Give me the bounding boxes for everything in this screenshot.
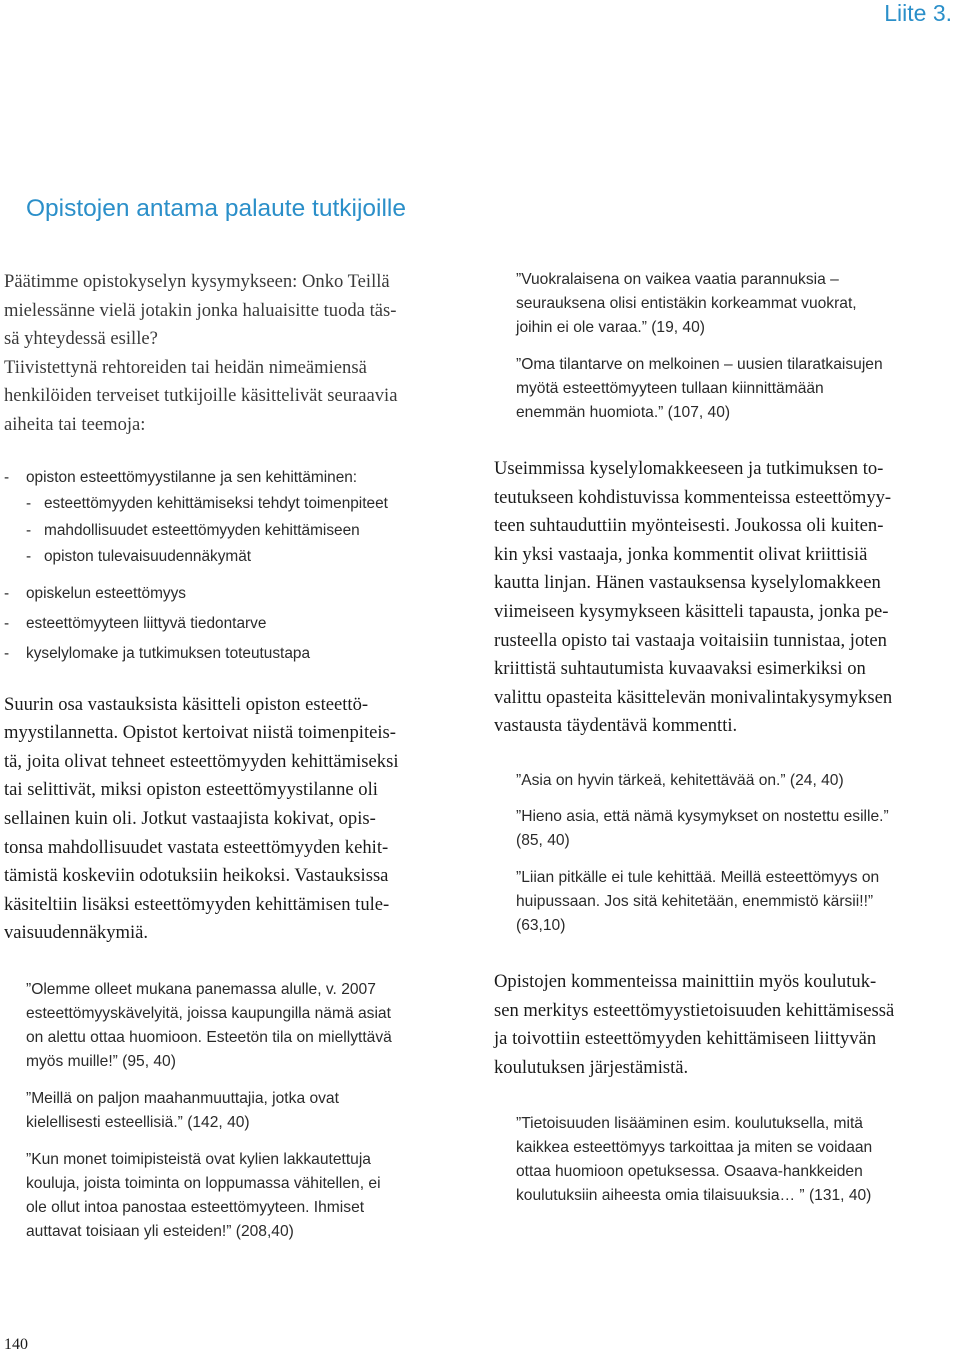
paragraph-line: teutukseen kohdistuvissa kommenteissa esteettömyy- xyxy=(494,486,892,508)
quotes-right-bottom xyxy=(494,1112,960,1208)
page-number: 140 xyxy=(4,1336,28,1353)
quote-line: ”Liian pitkälle ei tule kehittää. Meillä esteettömyys on xyxy=(516,868,880,886)
quote-line: ole ollut intoa panostaa esteettömyyteen. Ihmiset xyxy=(26,1198,365,1216)
quote-block xyxy=(516,268,960,340)
intro-line: aiheita tai teemoja: xyxy=(4,413,146,435)
list-dash: - xyxy=(26,495,32,513)
topic-text: kyselylomake ja tutkimuksen toteutustapa xyxy=(26,644,311,662)
intro-line: Tiivistettynä rehtoreiden tai heidän nimeämiensä xyxy=(4,356,367,378)
quote-line: ”Tietoisuuden lisääminen esim. koulutuksella, mitä xyxy=(516,1115,863,1133)
topic-text: opiston esteettömyystilanne ja sen kehittäminen: xyxy=(26,468,358,486)
quote-line: ottaa huomioon opetuksessa. Osaava-hankkeiden xyxy=(516,1163,863,1181)
paragraph-line: sellainen kuin oli. Jotkut vastaajista kokivat, opis- xyxy=(4,807,376,829)
list-dash: - xyxy=(4,468,10,486)
page-title: Opistojen antama palaute tutkijoille xyxy=(26,195,406,222)
quote-line: enemmän huomiota.” (107, 40) xyxy=(516,404,731,421)
paragraph-line: Opistojen kommenteissa mainittiin myös koulutuk- xyxy=(494,970,877,992)
paragraph-line: tämistä koskeviin odotuksiin heikoksi. Vastauksissa xyxy=(4,865,389,887)
subtopic-text: opiston tulevaisuudennäkymät xyxy=(44,548,252,566)
intro-line: sä yhteydessä esille? xyxy=(4,328,158,350)
quote-line: ”Meillä on paljon maahanmuuttajia, jotka ovat xyxy=(26,1089,339,1107)
quote-line: huipussaan. Jos sitä kehitetään, enemmistö kärsii!!” xyxy=(516,892,874,910)
quotes-right-top xyxy=(494,268,960,425)
paragraph-line: tai selittivät, miksi opiston esteettömyystilanne oli xyxy=(4,779,378,801)
list-dash: - xyxy=(4,644,10,662)
subtopic-text: mahdollisuudet esteettömyyden kehittämiseen xyxy=(44,521,360,539)
quote-block xyxy=(516,353,960,425)
paragraph-line: Suurin osa vastauksista käsitteli opiston esteettö- xyxy=(4,693,369,715)
quote-line: ”Asia on hyvin tärkeä, kehitettävää on.” (24, 40) xyxy=(516,771,844,789)
quotes-left xyxy=(4,978,470,1244)
paragraph-line: rusteella opisto tai vastaaja voitaisiin tunnistaa, joten xyxy=(494,629,887,651)
summary-paragraph xyxy=(4,691,470,948)
topic-text: opiskelun esteettömyys xyxy=(26,584,186,602)
quote-block xyxy=(26,1087,470,1135)
quote-line: koulutuksiin aiheesta omia tilaisuuksia… ” (131, 40) xyxy=(516,1187,872,1205)
paragraph-line: sen merkitys esteettömyystietoisuuden kehittämisessä xyxy=(494,999,895,1021)
paragraph-line: ja toivottiin esteettömyyden kehittämiseen liittyvän xyxy=(494,1028,877,1050)
paragraph-line: kautta linjan. Hänen vastauksensa kyselylomakkeen xyxy=(494,572,881,594)
topic-item xyxy=(4,579,470,609)
quote-line: kouluja, joista toiminta on loppumassa vähitellen, ei xyxy=(26,1174,381,1192)
subtopic-item xyxy=(4,491,470,518)
paragraph-line: valittu opasteita käsittelevän monivalintakysymyksen xyxy=(494,686,893,708)
quote-block xyxy=(516,805,960,853)
list-dash: - xyxy=(4,584,10,602)
paragraph-line: tä, joita olivat tehneet esteettömyyden kehittämiseksi xyxy=(4,750,399,772)
paragraph-line: tonsa mahdollisuudet vastata esteettömyyden kehit- xyxy=(4,836,389,858)
quote-line: myös muille!” (95, 40) xyxy=(26,1052,176,1070)
quote-block xyxy=(516,769,960,793)
paragraph-line: viimeiseen kysymykseen käsitteli tapausta, jonka pe- xyxy=(494,600,889,622)
topic-item xyxy=(4,609,470,639)
quote-line: ”Kun monet toimipisteistä ovat kylien lakkautettuja xyxy=(26,1150,371,1168)
quote-line: seurauksena olisi entistäkin korkeammat vuokrat, xyxy=(516,295,857,312)
topics-list-1 xyxy=(4,465,470,571)
paragraph-line: käsiteltiin lisäksi esteettömyyden kehittämisen tule- xyxy=(4,893,390,915)
quote-line: ”Oma tilantarve on melkoinen – uusien tilaratkaisujen xyxy=(516,356,883,373)
paragraph-line: teen suhtauduttiin myönteisesti. Joukossa oli kuiten- xyxy=(494,515,884,537)
quote-line: kielellisesti esteellisiä.” (142, 40) xyxy=(26,1113,250,1131)
quote-line: esteettömyyskävelyitä, joissa kaupungilla nämä asiat xyxy=(26,1004,391,1022)
quote-line: ”Vuokralaisena on vaikea vaatia parannuksia – xyxy=(516,271,839,288)
quote-line: joihin ei ole varaa.” (19, 40) xyxy=(516,319,705,336)
paragraph-line: koulutuksen järjestämistä. xyxy=(494,1056,689,1078)
quote-line: ”Olemme olleet mukana panemassa alulle, v. 2007 xyxy=(26,980,376,998)
intro-line: mielessänne vielä jotakin jonka haluaisitte tuoda täs- xyxy=(4,299,397,321)
topic-item xyxy=(4,639,470,669)
quote-line: auttavat toisiaan yli esteiden!” (208,40) xyxy=(26,1222,294,1240)
quote-line: kaikkea esteettömyys tarkoittaa ja miten se voidaan xyxy=(516,1139,873,1157)
paragraph-line: kriittistä suhtautumista kuvaavaksi esimerkiksi on xyxy=(494,658,866,680)
list-dash: - xyxy=(4,614,10,632)
quote-block xyxy=(26,1148,470,1244)
topics-list-2 xyxy=(4,579,470,669)
questionnaire-paragraph xyxy=(494,455,960,741)
list-dash: - xyxy=(26,521,32,539)
paragraph-line: Useimmissa kyselylomakkeeseen ja tutkimuksen to- xyxy=(494,458,884,479)
subtopic-item xyxy=(4,544,470,571)
list-dash: - xyxy=(26,548,32,566)
topic-text: esteettömyyteen liittyvä tiedontarve xyxy=(26,614,267,632)
topic-item xyxy=(4,465,470,492)
quote-block xyxy=(516,1112,960,1208)
intro-line: henkilöiden terveiset tutkijoille käsittelivät seuraavia xyxy=(4,385,398,407)
paragraph-line: myystilannetta. Opistot kertoivat niistä toimenpiteis- xyxy=(4,722,396,744)
intro-line: Päätimme opistokyselyn kysymykseen: Onko Teillä xyxy=(4,271,390,292)
quote-line: on alettu ottaa huomioon. Esteetön tila on miellyttävä xyxy=(26,1028,392,1046)
quote-line: (85, 40) xyxy=(516,831,570,849)
intro-paragraph xyxy=(4,268,470,440)
paragraph-line: vastausta täydentävä kommentti. xyxy=(494,715,738,737)
quotes-right-mid xyxy=(494,769,960,938)
quote-block xyxy=(516,866,960,938)
quote-line: myötä esteettömyyteen tullaan kiinnittämään xyxy=(516,380,824,397)
quote-line: (63,10) xyxy=(516,916,566,934)
subtopic-text: esteettömyyden kehittämiseksi tehdyt toimenpiteet xyxy=(44,495,388,513)
training-paragraph xyxy=(494,968,960,1082)
paragraph-line: vaisuudennäkymiä. xyxy=(4,922,149,944)
appendix-label: Liite 3. xyxy=(884,0,952,26)
left-column xyxy=(4,268,470,1244)
paragraph-line: kin yksi vastaaja, jonka kommentit olivat kriittisiä xyxy=(494,543,868,565)
quote-line: ”Hieno asia, että nämä kysymykset on nostettu esille.” xyxy=(516,807,889,825)
right-column xyxy=(494,268,960,1208)
subtopic-item xyxy=(4,518,470,545)
quote-block xyxy=(26,978,470,1074)
